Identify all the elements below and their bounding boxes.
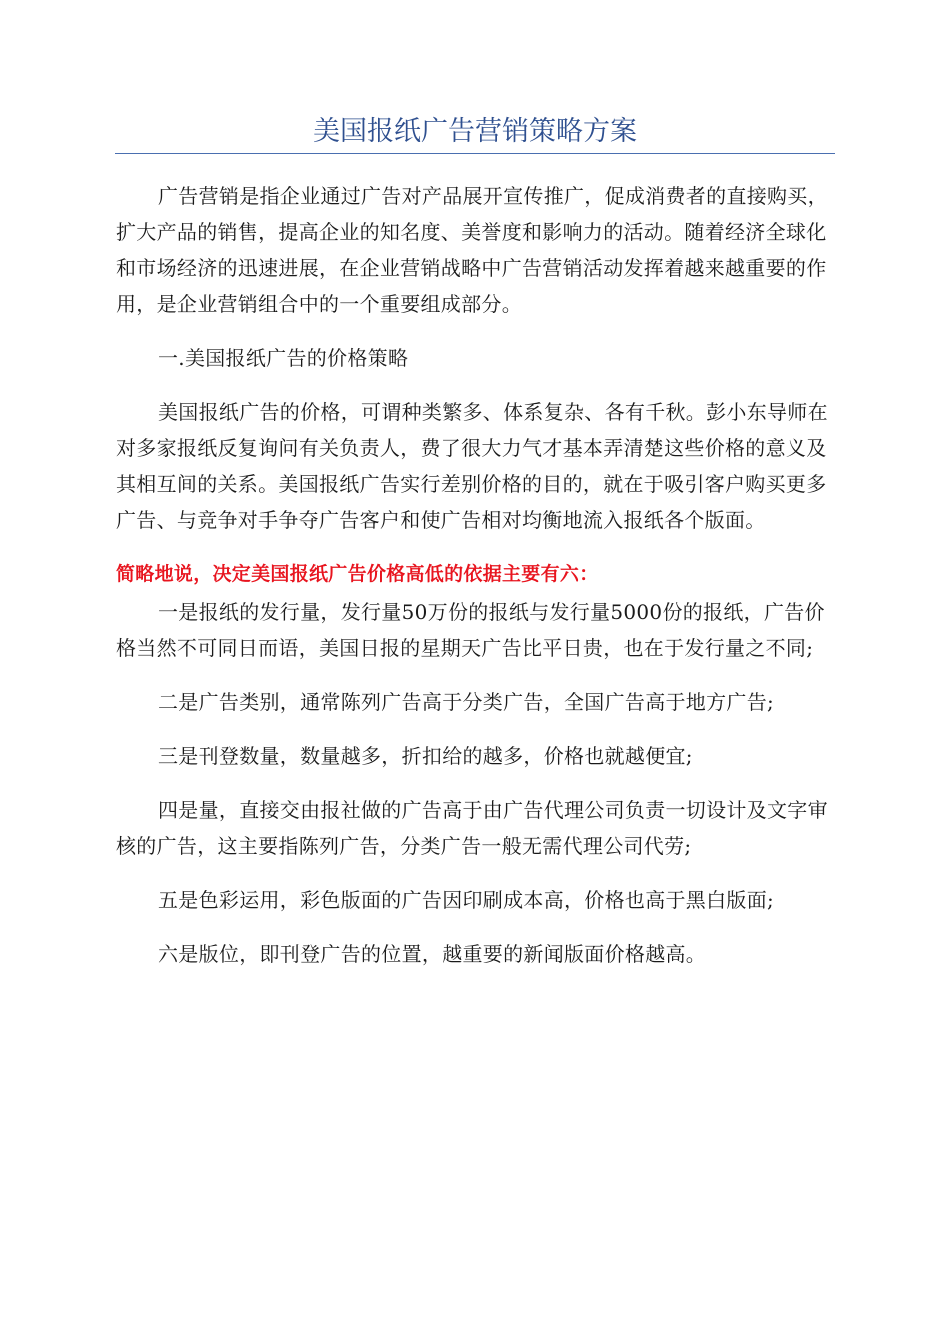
title-underline — [115, 153, 835, 154]
factor-item-6: 六是版位，即刊登广告的位置，越重要的新闻版面价格越高。 — [158, 942, 707, 966]
factor-item-3: 三是刊登数量，数量越多，折扣给的越多，价格也就越便宜; — [158, 744, 693, 768]
intro-paragraph: 广告营销是指企业通过广告对产品展开宣传推广，促成消费者的直接购买，扩大产品的销售，提高企业的知名度、美誉度和影响力的活动。随着经济全球化和市场经济的迅速进展，在企业营销战略中广告营销活动发挥着越来越重要的作用，是企业营销组合中的一个重要组成部分。 — [116, 184, 828, 316]
price-overview-paragraph: 美国报纸广告的价格，可谓种类繁多、体系复杂、各有千秋。彭小东导师在对多家报纸反复询问有关负责人，费了很大力气才基本弄清楚这些价格的意义及其相互间的关系。美国报纸广告实行差别价格的目的，就在于吸引客户购买更多广告、与竞争对手争夺广告客户和使广告相对均衡地流入报纸各个版面。 — [116, 400, 828, 532]
section-heading: 一.美国报纸广告的价格策略 — [158, 346, 409, 370]
factor-item-5: 五是色彩运用，彩色版面的广告因印刷成本高，价格也高于黑白版面; — [158, 888, 775, 912]
document-body — [116, 178, 832, 990]
factor-item-1: 一是报纸的发行量，发行量50万份的报纸与发行量5000份的报纸，广告价格当然不可同日而语，美国日报的星期天广告比平日贵，也在于发行量之不同; — [116, 600, 825, 660]
factor-item-4: 四是量，直接交由报社做的广告高于由广告代理公司负责一切设计及文字审核的广告，这主要指陈列广告，分类广告一般无需代理公司代劳; — [116, 798, 828, 858]
factor-item-2: 二是广告类别，通常陈列广告高于分类广告，全国广告高于地方广告; — [158, 690, 775, 714]
document-title: 美国报纸广告营销策略方案 — [313, 116, 637, 147]
emphasis-heading: 简略地说，决定美国报纸广告价格高低的依据主要有六： — [116, 563, 599, 585]
